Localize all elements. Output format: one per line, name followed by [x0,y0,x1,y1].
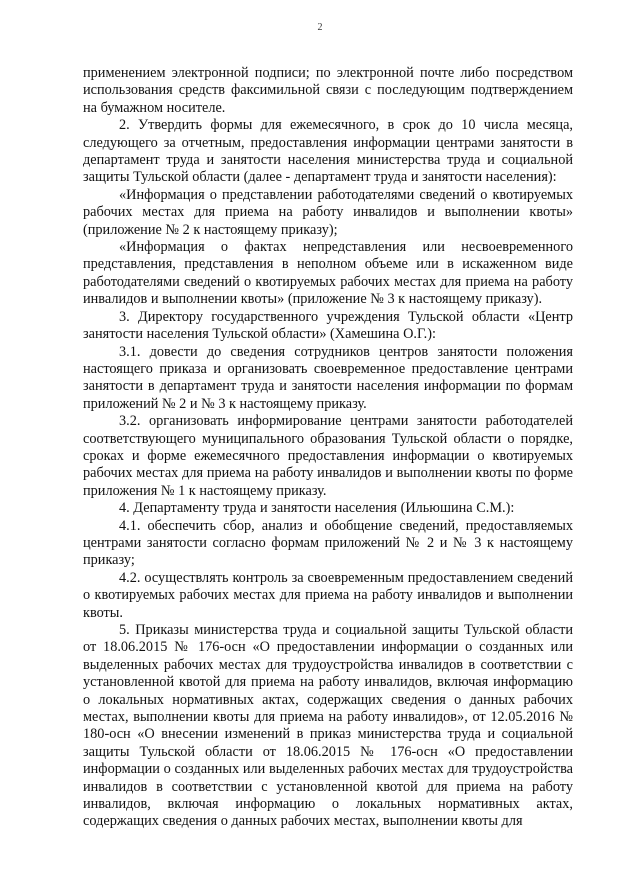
paragraph-item-2: 2. Утвердить формы для ежемесячного, в срок до 10 числа месяца, следующего за отчетным, предоставления информации центрами занятости в департамент труда и занятости населения министерства труда и социальной защиты Тульской области (далее - департамент труда и занятости населения): [83,117,573,186]
paragraph-item-4-1: 4.1. обеспечить сбор, анализ и обобщение сведений, предоставляемых центрами занятости согласно формам приложений № 2 и № 3 к настоящему приказу; [83,517,573,569]
page-number: 2 [317,22,323,33]
paragraph-item-5: 5. Приказы министерства труда и социальной защиты Тульской области от 18.06.2015 № 176-осн «О предоставлении информации о созданных или выделенных рабочих местах для трудоустройства инвалидов в соответствии с установленной квотой для приема на работу инвалидов, включая информацию о локальных нормативных актах, содержащих сведения о данных рабочих местах, выполнении квоты для приема на работу инвалидов», от 12.05.2016 № 180-осн «О внесении изменений в приказ министерства труда и социальной защиты Тульской области от 18.06.2015 № 176-осн «О предоставлении информации о созданных или выделенных рабочих местах для трудоустройства инвалидов в соответствии с установленной квотой для приема на работу инвалидов, включая информацию о локальных нормативных актах, содержащих сведения о данных рабочих местах, выполнении квоты для [83,622,573,830]
paragraph-item-3-1: 3.1. довести до сведения сотрудников центров занятости положения настоящего приказа и организовать своевременное предоставление центрами занятости в департамент труда и занятости населения информации по формам приложений № 2 и № 3 к настоящему приказу. [83,343,573,412]
paragraph-item-3: 3. Директору государственного учреждения Тульской области «Центр занятости населения Тульской области» (Хамешина О.Г.): [83,308,573,343]
paragraph-item-4: 4. Департаменту труда и занятости населения (Ильюшина С.М.): [119,500,515,517]
paragraph-form-appendix-2: «Информация о представлении работодателями сведений о квотируемых рабочих местах для приема на работу инвалидов и выполнении квоты» (приложение № 2 к настоящему приказу); [83,186,573,238]
document-body [83,65,573,831]
paragraph-continuation: применением электронной подписи; по электронной почте либо посредством использования средств факсимильной связи с последующим подтверждением на бумажном носителе. [83,65,573,116]
paragraph-form-appendix-3: «Информация о фактах непредставления или несвоевременного представления, представления в неполном объеме или в искаженном виде работодателями сведений о квотируемых рабочих местах для приема на работу инвалидов и выполнении квоты» (приложение № 3 к настоящему приказу). [83,239,573,308]
paragraph-item-3-2: 3.2. организовать информирование центрами занятости работодателей соответствующего муниципального образования Тульской области о порядке, сроках и форме ежемесячного предоставления информации о квотируемых рабочих местах для приема на работу инвалидов и выполнении квоты по форме приложения № 1 к настоящему приказу. [83,413,573,499]
paragraph-item-4-2: 4.2. осуществлять контроль за своевременным предоставлением сведений о квотируемых рабочих местах для приема на работу инвалидов и выполнении квоты. [83,569,573,621]
